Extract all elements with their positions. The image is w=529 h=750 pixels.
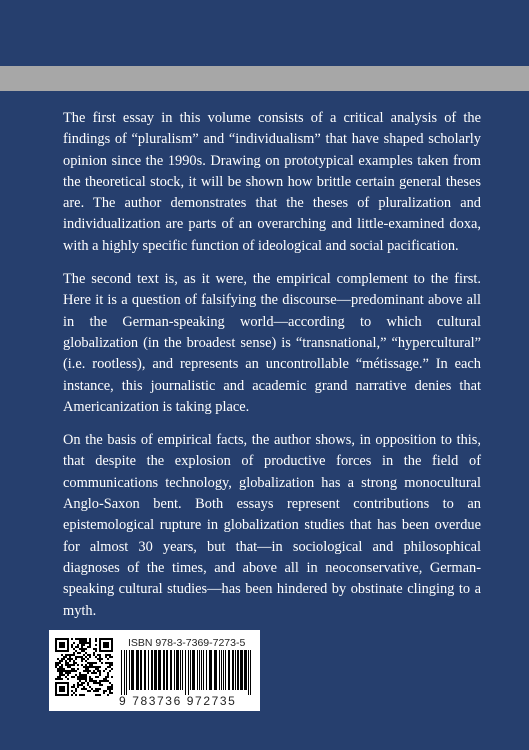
ean-digits: 9 783736 972735: [119, 694, 237, 708]
isbn-label: ISBN 978-3-7369-7273-5: [128, 637, 246, 649]
paragraph-1: The first essay in this volume consists of a critical analysis of the findings of “pluralism” and “individualism” that have shaped scholarly opinion since the 1990s. Drawing on prototypical examples taken from the theoretical stock, it will be shown how brittle certain general theses are. The author demonstrates that the theses of pluralization and individualization are parts of an overarching and little-examined doxa, with a highly specific function of ideological and social pacification.: [63, 110, 481, 254]
paragraph-2: The second text is, as it were, the empirical complement to the first. Here it is a question of falsifying the discourse—predominant above all in the German-speaking world—according to which cultural globalization (in the broadest sense) is “transnational,” “hypercultural” (i.e. rootless), and represents an uncontrollable “métissage.” In each instance, this journalistic and academic grand narrative denies that Americanization is taking place.: [63, 271, 481, 415]
blurb-text: [63, 108, 481, 634]
barcode-panel: [49, 630, 260, 711]
qr-code-icon: [55, 638, 113, 696]
ean-barcode-icon: [119, 650, 255, 695]
paragraph-3: On the basis of empirical facts, the author shows, in opposition to this, that despite the explosion of productive forces in the field of communications technology, globalization has a strong monocultural Anglo-Saxon bent. Both essays represent contributions to an epistemological rupture in globalization studies that has been overdue for almost 30 years, but that—in sociological and philosophical diagnoses of the times, and above all in neoconservative, German-speaking cultural studies—has been hindered by obstinate clinging to a myth.: [63, 432, 481, 619]
header-stripe: [0, 66, 529, 91]
